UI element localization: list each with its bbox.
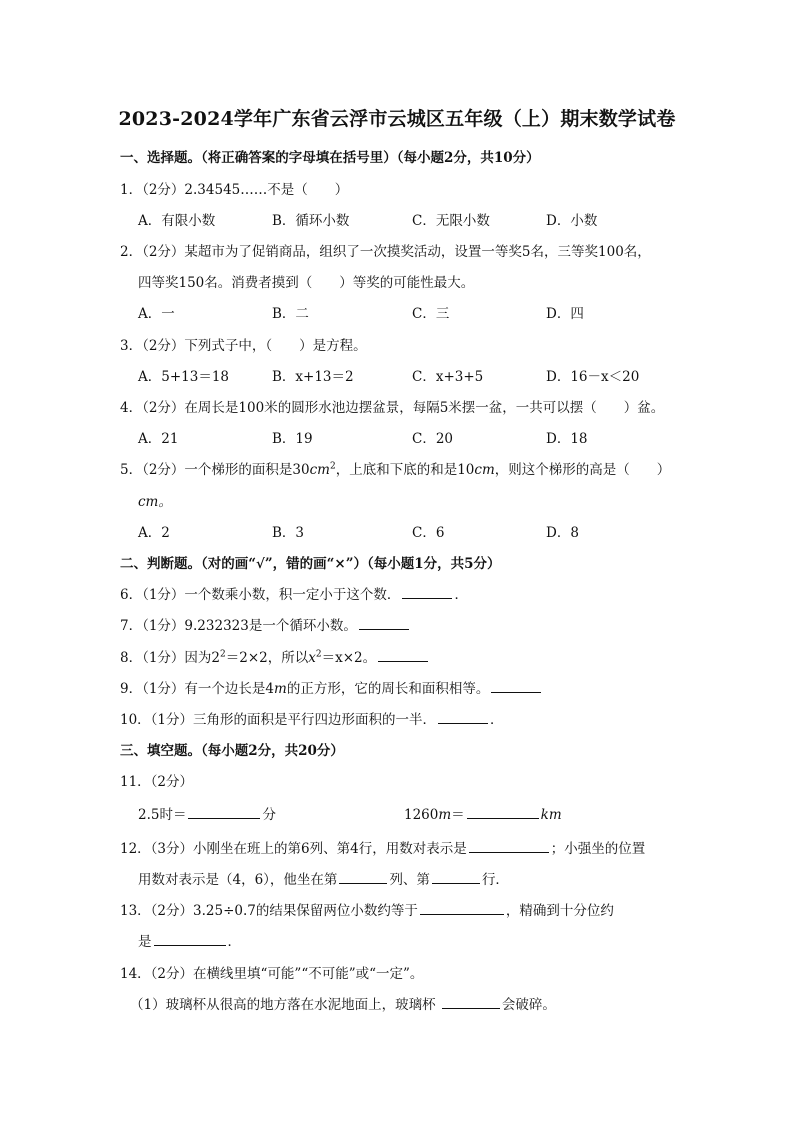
section-3-heading: 三、填空题。（每小题2分，共20分）: [120, 743, 344, 759]
option-a[interactable]: A．一: [138, 306, 175, 322]
answer-blank[interactable]: [469, 838, 549, 853]
question-3: 3．（2分）下列式子中，（ ）是方程。: [120, 338, 367, 354]
section-1-heading: 一、选择题。（将正确答案的字母填在括号里）（每小题2分，共10分）: [120, 150, 540, 166]
answer-blank[interactable]: [188, 804, 260, 819]
option-d[interactable]: D．18: [546, 431, 588, 447]
answer-blank[interactable]: [378, 647, 428, 662]
q8-var: x: [308, 650, 316, 666]
q13-line1: 13．（2分）3.25÷0.7的结果保留两位小数约等于: [120, 903, 418, 919]
q7-text: 7．（1分）9.232323是一个循环小数。: [120, 618, 357, 634]
q12-line1-post: ；小强坐的位置: [550, 841, 646, 857]
q12-line2-mid: 列、第: [389, 872, 430, 888]
q5-sup: 2: [329, 461, 336, 472]
question-5-line-1: [120, 458, 670, 478]
question-1: 1．（2分）2.34545……不是（ ）: [120, 182, 349, 198]
q11-part-a: [138, 803, 276, 823]
answer-blank[interactable]: [491, 678, 541, 693]
answer-blank[interactable]: [467, 804, 539, 819]
answer-blank[interactable]: [359, 615, 409, 630]
option-c[interactable]: C．三: [412, 306, 450, 322]
q8-pre: 8．（1分）因为2: [120, 650, 221, 666]
q6-end: ．: [454, 587, 468, 603]
question-6: [120, 583, 468, 603]
q11-a-pre: 2.5时＝: [138, 807, 187, 823]
question-7: [120, 614, 411, 634]
answer-blank[interactable]: [402, 584, 452, 599]
q13-line1-post: ，精确到十分位约: [505, 903, 614, 919]
q14-sub1-post: 会破碎。: [501, 997, 556, 1013]
answer-blank[interactable]: [432, 869, 480, 884]
option-a[interactable]: A．2: [138, 525, 170, 541]
question-5-line-2: cm。: [138, 494, 172, 510]
question-13-line-1: [120, 899, 614, 919]
section-2-heading: 二、判断题。（对的画“√”，错的画“×”）（每小题1分，共5分）: [120, 556, 501, 572]
option-b[interactable]: B．19: [272, 431, 313, 447]
option-d[interactable]: D．小数: [546, 213, 598, 229]
question-8: [120, 646, 430, 666]
question-14: 14．（2分）在横线里填“可能”“不可能”或“一定”。: [120, 966, 424, 982]
option-b[interactable]: B．3: [272, 525, 305, 541]
q8-post: ＝x×2。: [321, 650, 377, 666]
q12-line2-pre: 用数对表示是（4，6），他坐在第: [138, 872, 338, 888]
answer-blank[interactable]: [420, 900, 504, 915]
q5-mid: ，上底和下底的和是10: [335, 462, 475, 478]
option-c[interactable]: C．20: [412, 431, 454, 447]
q6-text: 6．（1分）一个数乘小数，积一定小于这个数．: [120, 587, 401, 603]
option-b[interactable]: B．二: [272, 306, 309, 322]
q11-b-eq: ＝: [451, 807, 465, 823]
answer-blank[interactable]: [154, 931, 226, 946]
option-a[interactable]: A．5+13＝18: [138, 369, 230, 385]
q14-sub1-pre: （1）玻璃杯从很高的地方落在水泥地面上，玻璃杯: [130, 997, 440, 1013]
page-title: 2023-2024学年广东省云浮市云城区五年级（上）期末数学试卷: [118, 108, 676, 130]
q5-unit-1: cm: [309, 462, 330, 478]
option-a[interactable]: A．有限小数: [138, 213, 216, 229]
question-2-line-1: 2．（2分）某超市为了促销商品，组织了一次摸奖活动，设置一等奖5名，三等奖100名，: [120, 244, 651, 260]
question-4: 4．（2分）在周长是100米的圆形水池边摆盆景，每隔5米摆一盆，一共可以摆（ ）盆。: [120, 400, 665, 416]
option-b[interactable]: B．x+13＝2: [272, 369, 354, 385]
option-d[interactable]: D．四: [546, 306, 584, 322]
q11-part-b: [404, 803, 562, 823]
question-14-part-1: [130, 993, 556, 1013]
question-2-line-2: 四等奖150名。消费者摸到（ ）等奖的可能性最大。: [138, 275, 475, 291]
question-10: [120, 708, 504, 728]
option-a[interactable]: A．21: [138, 431, 179, 447]
answer-blank[interactable]: [442, 994, 500, 1009]
q13-line2-pre: 是: [138, 934, 152, 950]
q5-unit-2: cm: [474, 462, 495, 478]
question-9: [120, 677, 543, 697]
question-12-line-2: [138, 868, 509, 888]
q12-line1: 12．（3分）小刚坐在班上的第6列、第4行，用数对表示是: [120, 841, 467, 857]
option-b[interactable]: B．循环小数: [272, 213, 350, 229]
q10-end: ．: [490, 712, 504, 728]
q9-unit: m: [274, 681, 287, 697]
option-c[interactable]: C．x+3+5: [412, 369, 484, 385]
q8-sup-1: 2: [220, 649, 226, 660]
option-d[interactable]: D．8: [546, 525, 579, 541]
q8-mid: ＝2×2，所以: [225, 650, 309, 666]
answer-blank[interactable]: [438, 709, 488, 724]
q11-b-unit: m: [438, 807, 452, 823]
answer-blank[interactable]: [339, 869, 387, 884]
q5-post: ，则这个梯形的高是（ ）: [494, 462, 671, 478]
q8-sup-2: 2: [315, 649, 322, 660]
q11-b-post: km: [540, 807, 562, 823]
question-12-line-1: [120, 837, 645, 857]
q9-post: 的正方形，它的周长和面积相等。: [286, 681, 490, 697]
q5-pre: 5．（2分）一个梯形的面积是30: [120, 462, 310, 478]
q9-pre: 9．（1分）有一个边长是4: [120, 681, 275, 697]
q10-text: 10．（1分）三角形的面积是平行四边形面积的一半．: [120, 712, 437, 728]
option-d[interactable]: D．16－x＜20: [546, 369, 640, 385]
q11-b-pre: 1260: [404, 807, 439, 823]
question-11: 11．（2分）: [120, 774, 194, 790]
question-13-line-2: [138, 930, 241, 950]
q12-line2-post: 行．: [481, 872, 509, 888]
q13-line2-post: ．: [227, 934, 241, 950]
option-c[interactable]: C．6: [412, 525, 445, 541]
option-c[interactable]: C．无限小数: [412, 213, 490, 229]
q11-a-post: 分: [262, 807, 276, 823]
